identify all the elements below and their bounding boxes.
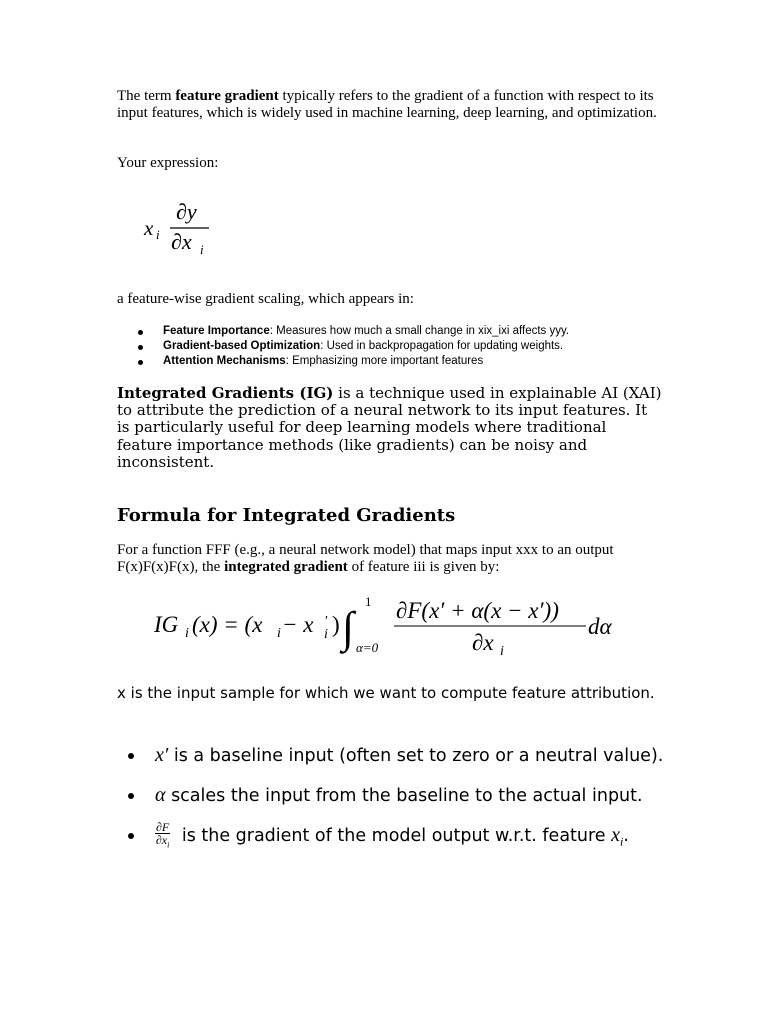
bullet-text: : Emphasizing more important features bbox=[285, 355, 484, 367]
fraction-denominator-text: ∂x bbox=[155, 832, 168, 847]
intro-text-2: typically refers to the gradient of a function with respect to its input features, which is widely used in machine learning, deep learning, and optimization. bbox=[117, 88, 657, 121]
expr-numerator: ∂y bbox=[176, 199, 197, 224]
list-item bbox=[128, 820, 688, 860]
intro-paragraph bbox=[117, 88, 662, 121]
list-item bbox=[138, 354, 658, 369]
formula-denominator: ∂x bbox=[472, 630, 494, 655]
bullet-dot-icon bbox=[128, 833, 134, 839]
formula-lhs: IG bbox=[154, 612, 179, 637]
ig-paragraph bbox=[117, 385, 662, 471]
formula-lhs-arg: (x) = (x bbox=[192, 612, 263, 637]
fraction-denominator bbox=[155, 834, 170, 851]
formula-d-alpha: dα bbox=[588, 614, 612, 639]
formula-lhs-sub: i bbox=[185, 626, 189, 641]
formula-prime: ′ bbox=[325, 614, 329, 629]
integrated-gradient-formula bbox=[150, 592, 630, 656]
formula-upper-limit: 1 bbox=[365, 594, 372, 609]
bullet-fraction bbox=[155, 821, 170, 851]
formula-integral: ∫ bbox=[342, 603, 355, 652]
bullet-dot-icon bbox=[138, 330, 143, 335]
bullet-math-end-sub: i bbox=[620, 834, 624, 849]
function-text-2: of feature iii is given by: bbox=[347, 559, 500, 575]
bullet-text: : Measures how much a small change in xix_ixi affects yyy. bbox=[269, 325, 570, 337]
x-paragraph: x is the input sample for which we want to compute feature attribution. bbox=[117, 684, 655, 702]
intro-text-1: The term bbox=[117, 88, 176, 104]
bullet-math: α bbox=[155, 784, 166, 806]
bullet-dot-icon bbox=[128, 793, 134, 799]
bullet-bold: Feature Importance bbox=[163, 325, 270, 337]
bullet-dot-icon bbox=[128, 753, 134, 759]
formula-lower-limit: α=0 bbox=[356, 640, 379, 655]
bullet-text: : Used in backpropagation for updating weights. bbox=[320, 340, 564, 352]
bullet-text: is a baseline input (often set to zero or a neutral value). bbox=[168, 746, 664, 766]
list-item bbox=[128, 780, 688, 820]
bullet-tail: . bbox=[623, 826, 629, 846]
your-expression-label: Your expression: bbox=[117, 155, 219, 171]
expression-equation bbox=[143, 198, 223, 258]
bullet-dot-icon bbox=[138, 360, 143, 365]
formula-numerator: ∂F(x′ + α(x − x′)) bbox=[396, 598, 559, 623]
expr-denominator-sub: i bbox=[200, 242, 204, 257]
formula-lhs-rest: − x bbox=[282, 612, 314, 637]
function-paragraph bbox=[117, 542, 662, 576]
bullet-text: scales the input from the baseline to the actual input. bbox=[165, 786, 643, 806]
function-bold-term: integrated gradient bbox=[224, 559, 348, 575]
big-bullet-list bbox=[128, 740, 688, 860]
ig-text: is a technique used in explainable AI (XAI) to attribute the prediction of a neural network to its input features. It is particularly useful for deep learning models where traditional feature importance methods (like gradients) can be noisy and inconsistent. bbox=[117, 384, 662, 471]
list-item bbox=[138, 324, 658, 339]
formula-close-paren: ) bbox=[332, 612, 340, 637]
expr-coef-sub: i bbox=[156, 227, 160, 242]
expr-coef: x bbox=[144, 216, 154, 240]
formula-lhs-sub2: i bbox=[277, 626, 281, 641]
bullet-text: is the gradient of the model output w.r.t. feature bbox=[176, 826, 612, 846]
formula-heading: Formula for Integrated Gradients bbox=[117, 505, 456, 526]
formula-denominator-sub: i bbox=[500, 644, 504, 656]
fraction-numerator: ∂F bbox=[156, 819, 170, 834]
function-text-1: For a function FFF (e.g., a neural network model) that maps input xxx to an output F(x)F(x)F(x), the bbox=[117, 542, 614, 575]
intro-bold-term: feature gradient bbox=[175, 88, 279, 104]
bullet-dot-icon bbox=[138, 345, 143, 350]
bullet-bold: Attention Mechanisms bbox=[163, 355, 286, 367]
expr-denominator: ∂x bbox=[171, 229, 192, 254]
bullet-math: x′ bbox=[155, 744, 169, 766]
formula-lhs-sub3: i bbox=[324, 627, 328, 642]
bullet-bold: Gradient-based Optimization bbox=[163, 340, 321, 352]
list-item bbox=[128, 740, 688, 780]
ig-bold-term: Integrated Gradients (IG) bbox=[117, 384, 334, 402]
list-item bbox=[138, 339, 658, 354]
fraction-denominator-sub: i bbox=[167, 840, 170, 850]
scaling-text: a feature-wise gradient scaling, which appears in: bbox=[117, 291, 414, 307]
bullet-math-end: x bbox=[611, 824, 621, 846]
small-bullet-list bbox=[138, 324, 658, 369]
